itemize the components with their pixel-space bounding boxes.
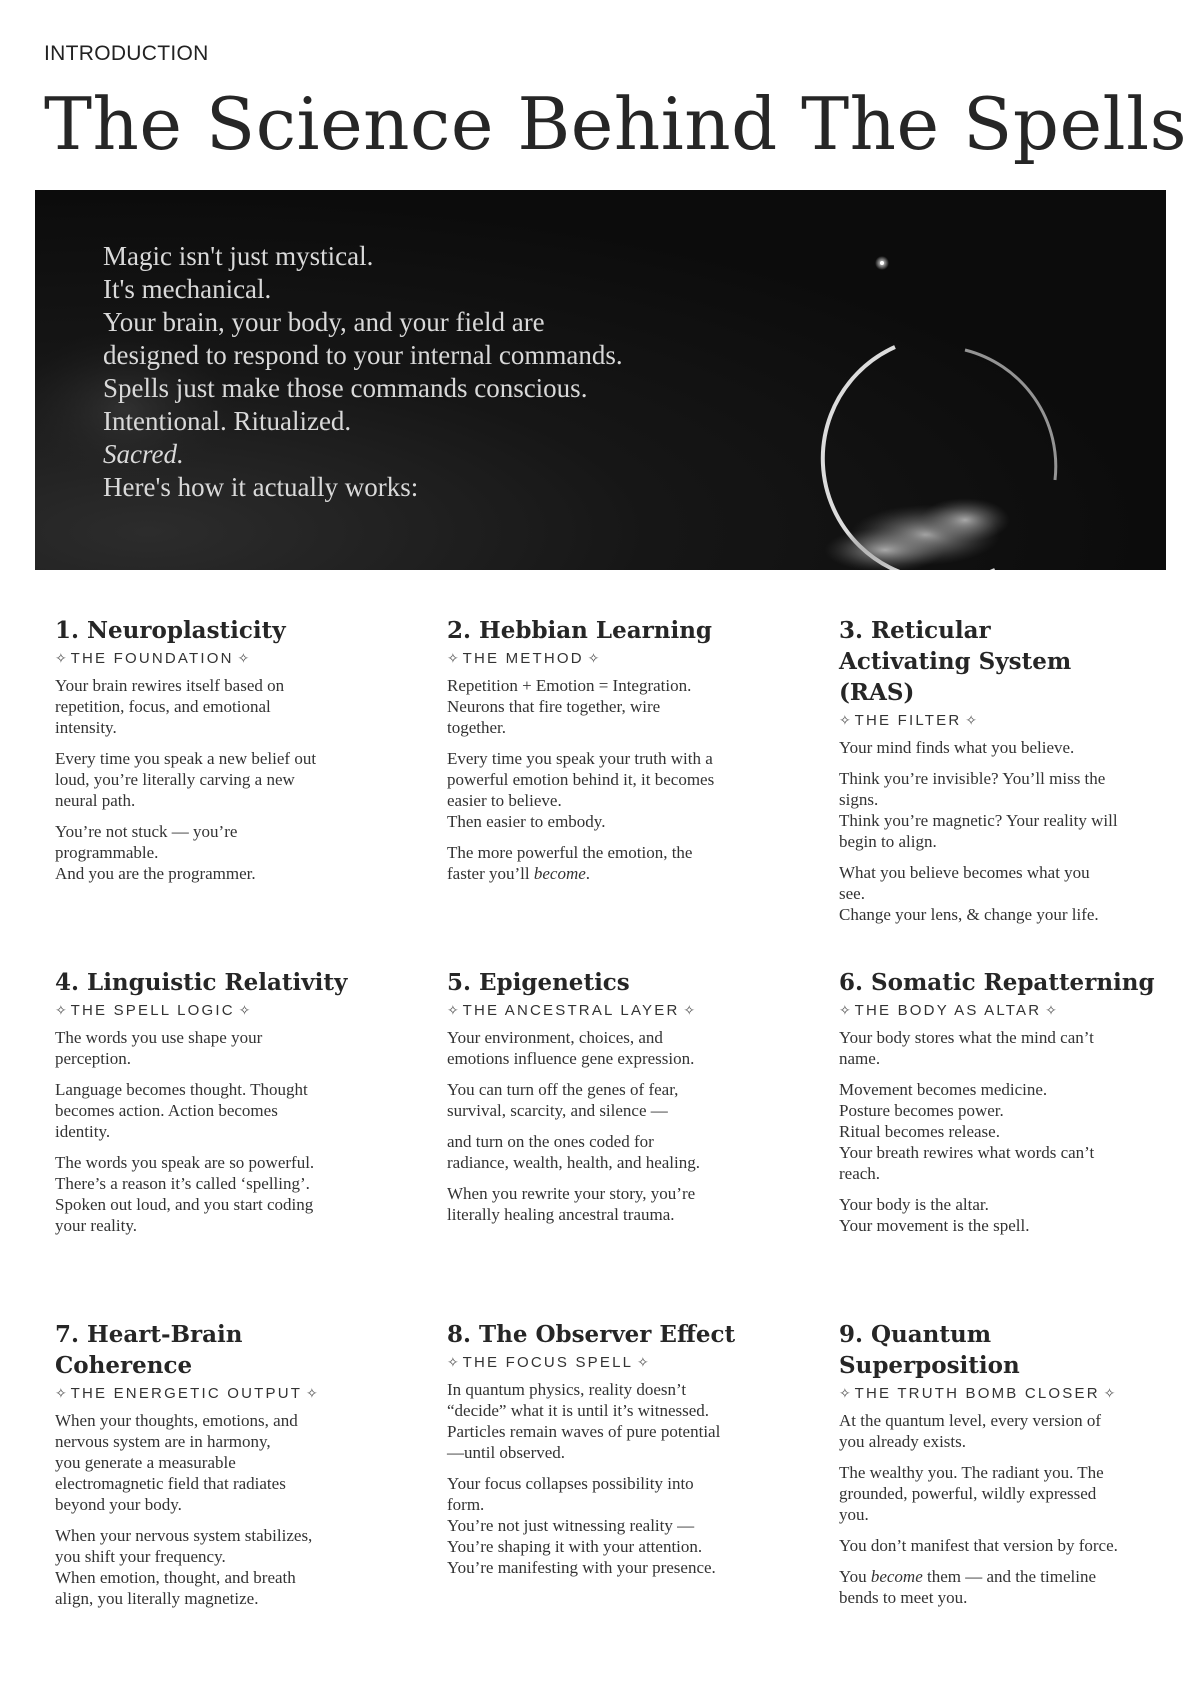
section-paragraph xyxy=(55,1079,385,1142)
paragraph-line: When emotion, thought, and breath xyxy=(55,1568,296,1587)
section-subtitle xyxy=(839,1002,1169,1019)
section-subtitle xyxy=(55,1002,385,1019)
paragraph-line: You become them — and the timeline xyxy=(839,1567,1097,1586)
paragraph-line: —until observed. xyxy=(447,1443,566,1462)
section-subtitle xyxy=(447,1354,777,1371)
section-paragraph xyxy=(447,1473,777,1578)
paragraph-line: bends to meet you. xyxy=(839,1588,968,1607)
section-paragraph xyxy=(447,1027,777,1069)
paragraph-line: and turn on the ones coded for xyxy=(447,1132,654,1151)
sparkle-icon: ✧ xyxy=(447,1002,463,1018)
paragraph-line: Then easier to embody. xyxy=(447,812,606,831)
sparkle-icon: ✧ xyxy=(1099,1385,1116,1401)
paragraph-line: nervous system are in harmony, xyxy=(55,1432,271,1451)
sparkle-icon: ✧ xyxy=(961,712,977,728)
paragraph-line: perception. xyxy=(55,1049,131,1068)
section-card xyxy=(447,1319,777,1588)
banner-line: It's mechanical. xyxy=(103,274,272,304)
section-subtitle xyxy=(839,712,1169,729)
section-subtitle-text: THE FOUNDATION xyxy=(70,650,234,667)
paragraph-line: Movement becomes medicine. xyxy=(839,1080,1048,1099)
paragraph-line: You don’t manifest that version by force. xyxy=(839,1536,1118,1555)
paragraph-line: literally healing ancestral trauma. xyxy=(447,1205,675,1224)
section-paragraph xyxy=(839,1535,1159,1556)
paragraph-line: together. xyxy=(447,718,507,737)
paragraph-line: There’s a reason it’s called ‘spelling’. xyxy=(55,1174,310,1193)
paragraph-line: In quantum physics, reality doesn’t xyxy=(447,1380,687,1399)
banner-line: Sacred. xyxy=(103,439,184,469)
paragraph-line: neural path. xyxy=(55,791,136,810)
section-subtitle-text: THE FOCUS SPELL xyxy=(462,1354,634,1371)
section-paragraph xyxy=(55,1410,385,1515)
paragraph-line: Posture becomes power. xyxy=(839,1101,1004,1120)
sparkle-icon: ✧ xyxy=(55,1002,71,1018)
sparkle-icon: ✧ xyxy=(447,650,463,666)
section-card xyxy=(55,615,385,894)
section-subtitle xyxy=(55,1385,385,1402)
paragraph-line: You’re shaping it with your attention. xyxy=(447,1537,703,1556)
section-paragraph xyxy=(447,842,777,884)
banner-line: Magic isn't just mystical. xyxy=(103,241,374,271)
hero-banner xyxy=(35,190,1166,570)
section-card xyxy=(447,967,777,1235)
section-paragraph xyxy=(55,675,385,738)
section-subtitle xyxy=(447,1002,777,1019)
banner-line: Your brain, your body, and your field are xyxy=(103,307,545,337)
paragraph-line: align, you literally magnetize. xyxy=(55,1589,259,1608)
section-heading: 2. Hebbian Learning xyxy=(447,617,713,644)
paragraph-line: easier to believe. xyxy=(447,791,562,810)
section-subtitle-text: THE ANCESTRAL LAYER xyxy=(462,1002,680,1019)
section-paragraph xyxy=(839,862,1169,925)
section-subtitle xyxy=(839,1385,1159,1402)
sparkle-icon: ✧ xyxy=(234,1002,251,1018)
section-heading: 3. Reticular Activating System (RAS) xyxy=(839,617,1072,706)
section-card xyxy=(839,615,1169,935)
paragraph-line: Your movement is the spell. xyxy=(839,1216,1030,1235)
sparkle-icon: ✧ xyxy=(55,1385,71,1401)
sparkle-icon: ✧ xyxy=(679,1002,696,1018)
section-subtitle-text: THE ENERGETIC OUTPUT xyxy=(70,1385,303,1402)
section-heading: 1. Neuroplasticity xyxy=(55,617,286,644)
section-heading: 8. The Observer Effect xyxy=(447,1321,736,1348)
eyebrow-label: INTRODUCTION xyxy=(44,42,209,65)
section-paragraph xyxy=(839,1194,1169,1236)
paragraph-line: Spoken out loud, and you start coding xyxy=(55,1195,314,1214)
paragraph-line: loud, you’re literally carving a new xyxy=(55,770,295,789)
section-paragraph xyxy=(447,1131,777,1173)
page-title: The Science Behind The Spells xyxy=(44,82,1188,166)
section-card xyxy=(839,1319,1159,1618)
paragraph-line: Your body stores what the mind can’t xyxy=(839,1028,1094,1047)
paragraph-line: Your mind finds what you believe. xyxy=(839,738,1075,757)
paragraph-line: Particles remain waves of pure potential xyxy=(447,1422,721,1441)
section-subtitle-text: THE BODY AS ALTAR xyxy=(854,1002,1042,1019)
section-card xyxy=(447,615,777,894)
paragraph-line: you generate a measurable xyxy=(55,1453,236,1472)
section-card xyxy=(839,967,1169,1246)
paragraph-line: programmable. xyxy=(55,843,159,862)
sparkle-icon: ✧ xyxy=(1041,1002,1057,1018)
paragraph-line: Think you’re magnetic? Your reality will xyxy=(839,811,1118,830)
banner-line: designed to respond to your internal commands. xyxy=(103,340,623,370)
sparkle-icon: ✧ xyxy=(633,1354,649,1370)
section-paragraph xyxy=(839,1079,1169,1184)
paragraph-line: Every time you speak your truth with a xyxy=(447,749,713,768)
paragraph-line: You’re manifesting with your presence. xyxy=(447,1558,716,1577)
section-paragraph xyxy=(55,1027,385,1069)
sparkle-icon: ✧ xyxy=(55,650,71,666)
sparkle-icon: ✧ xyxy=(839,1002,855,1018)
sparkle-icon: ✧ xyxy=(583,650,600,666)
paragraph-line: You’re not stuck — you’re xyxy=(55,822,238,841)
paragraph-line: At the quantum level, every version of xyxy=(839,1411,1102,1430)
paragraph-line: you. xyxy=(839,1505,869,1524)
section-paragraph xyxy=(839,737,1169,758)
paragraph-line: identity. xyxy=(55,1122,111,1141)
section-paragraph xyxy=(55,1152,385,1236)
paragraph-line: “decide” what it is until it’s witnessed. xyxy=(447,1401,710,1420)
paragraph-line: radiance, wealth, health, and healing. xyxy=(447,1153,700,1172)
paragraph-line: electromagnetic field that radiates xyxy=(55,1474,286,1493)
section-paragraph xyxy=(447,1079,777,1121)
section-paragraph xyxy=(839,1566,1159,1608)
paragraph-line: Every time you speak a new belief out xyxy=(55,749,317,768)
paragraph-line: Neurons that fire together, wire xyxy=(447,697,661,716)
section-paragraph xyxy=(447,1183,777,1225)
banner-line: Here's how it actually works: xyxy=(103,472,419,502)
section-paragraph xyxy=(55,821,385,884)
paragraph-line: form. xyxy=(447,1495,485,1514)
section-subtitle-text: THE FILTER xyxy=(854,712,962,729)
sparkle-icon: ✧ xyxy=(839,1385,855,1401)
section-subtitle-text: THE SPELL LOGIC xyxy=(70,1002,235,1019)
paragraph-line: When you rewrite your story, you’re xyxy=(447,1184,696,1203)
paragraph-line: And you are the programmer. xyxy=(55,864,256,883)
banner-line: Spells just make those commands conscious. xyxy=(103,373,588,403)
paragraph-line: Your body is the altar. xyxy=(839,1195,989,1214)
section-paragraph xyxy=(447,1379,777,1463)
section-paragraph xyxy=(55,748,385,811)
paragraph-line: Repetition + Emotion = Integration. xyxy=(447,676,692,695)
section-heading: 9. Quantum Superposition xyxy=(839,1321,1020,1379)
paragraph-line: When your nervous system stabilizes, xyxy=(55,1526,313,1545)
paragraph-line: name. xyxy=(839,1049,881,1068)
paragraph-line: powerful emotion behind it, it becomes xyxy=(447,770,715,789)
paragraph-line: Your breath rewires what words can’t xyxy=(839,1143,1095,1162)
paragraph-line: becomes action. Action becomes xyxy=(55,1101,278,1120)
paragraph-line: When your thoughts, emotions, and xyxy=(55,1411,298,1430)
paragraph-line: see. xyxy=(839,884,865,903)
paragraph-line: You’re not just witnessing reality — xyxy=(447,1516,695,1535)
paragraph-line: you already exists. xyxy=(839,1432,966,1451)
section-subtitle xyxy=(55,650,385,667)
section-paragraph xyxy=(839,1027,1169,1069)
section-paragraph xyxy=(839,1410,1159,1452)
section-heading: 4. Linguistic Relativity xyxy=(55,969,348,996)
paragraph-line: Your environment, choices, and xyxy=(447,1028,663,1047)
paragraph-line: The wealthy you. The radiant you. The xyxy=(839,1463,1104,1482)
paragraph-line: Ritual becomes release. xyxy=(839,1122,1000,1141)
paragraph-line: survival, scarcity, and silence — xyxy=(447,1101,668,1120)
paragraph-line: Change your lens, & change your life. xyxy=(839,905,1099,924)
paragraph-line: begin to align. xyxy=(839,832,937,851)
paragraph-line: Your focus collapses possibility into xyxy=(447,1474,694,1493)
section-paragraph xyxy=(447,675,777,738)
paragraph-line: faster you’ll become. xyxy=(447,864,591,883)
section-heading: 7. Heart-Brain Coherence xyxy=(55,1321,243,1379)
paragraph-line: signs. xyxy=(839,790,879,809)
section-subtitle-text: THE METHOD xyxy=(462,650,584,667)
paragraph-line: What you believe becomes what you xyxy=(839,863,1090,882)
section-subtitle xyxy=(447,650,777,667)
paragraph-line: emotions influence gene expression. xyxy=(447,1049,695,1068)
paragraph-line: You can turn off the genes of fear, xyxy=(447,1080,679,1099)
paragraph-line: reach. xyxy=(839,1164,881,1183)
paragraph-line: Your brain rewires itself based on xyxy=(55,676,285,695)
section-paragraph xyxy=(839,768,1169,852)
paragraph-line: you shift your frequency. xyxy=(55,1547,226,1566)
section-heading: 6. Somatic Repatterning xyxy=(839,969,1155,996)
paragraph-line: beyond your body. xyxy=(55,1495,182,1514)
sparkle-icon: ✧ xyxy=(302,1385,318,1401)
paragraph-line: intensity. xyxy=(55,718,117,737)
paragraph-line: The more powerful the emotion, the xyxy=(447,843,693,862)
sparkle-icon: ✧ xyxy=(839,712,855,728)
paragraph-line: repetition, focus, and emotional xyxy=(55,697,271,716)
section-card xyxy=(55,1319,385,1619)
paragraph-line: The words you speak are so powerful. xyxy=(55,1153,315,1172)
section-paragraph xyxy=(55,1525,385,1609)
paragraph-line: your reality. xyxy=(55,1216,137,1235)
sparkle-icon: ✧ xyxy=(233,650,250,666)
section-paragraph xyxy=(839,1462,1159,1525)
paragraph-line: grounded, powerful, wildly expressed xyxy=(839,1484,1097,1503)
section-card xyxy=(55,967,385,1246)
section-subtitle-text: THE TRUTH BOMB CLOSER xyxy=(854,1385,1100,1402)
paragraph-line: Language becomes thought. Thought xyxy=(55,1080,308,1099)
paragraph-line: The words you use shape your xyxy=(55,1028,263,1047)
paragraph-line: Think you’re invisible? You’ll miss the xyxy=(839,769,1106,788)
section-paragraph xyxy=(447,748,777,832)
sparkle-icon: ✧ xyxy=(447,1354,463,1370)
section-heading: 5. Epigenetics xyxy=(447,969,630,996)
banner-line: Intentional. Ritualized. xyxy=(103,406,352,436)
banner-text xyxy=(103,240,783,504)
